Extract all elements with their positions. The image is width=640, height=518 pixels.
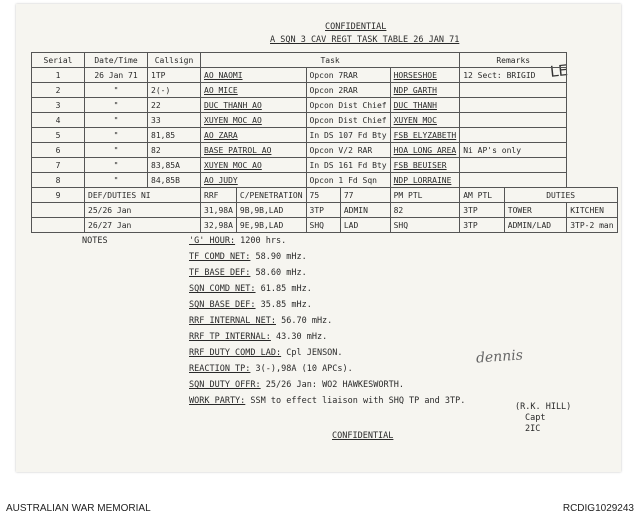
cell-serial: 6	[32, 143, 85, 158]
cell-callsign: 22	[148, 98, 201, 113]
cell-task2: Opcon Dist Chief	[306, 98, 390, 113]
cell-task2: Opcon V/2 RAR	[306, 143, 390, 158]
handwritten-signature: dennis	[475, 347, 524, 367]
note-value: 25/26 Jan: WO2 HAWKESWORTH.	[260, 380, 404, 390]
cell-callsign: 2(-)	[148, 83, 201, 98]
cell-callsign: 81,85	[148, 128, 201, 143]
cell-remarks	[460, 173, 567, 188]
duties-header-b: RRF	[201, 188, 237, 203]
table-header-row	[32, 53, 618, 68]
cell-serial: 8	[32, 173, 85, 188]
note-item	[189, 252, 465, 268]
note-item	[189, 348, 465, 364]
duties-row	[32, 218, 618, 233]
cell-serial: 7	[32, 158, 85, 173]
note-key: RRF INTERNAL NET:	[189, 316, 276, 326]
signatory-appointment: 2IC	[525, 424, 541, 434]
task-table	[31, 52, 618, 233]
duties-cell-e: ADMIN	[340, 203, 390, 218]
duties-header-row	[32, 188, 618, 203]
cell-task1: AO ZARA	[201, 128, 307, 143]
duties-cell-b: 31,98A	[201, 203, 237, 218]
cell-serial: 3	[32, 98, 85, 113]
cell-task3: HORSESHOE	[390, 68, 460, 83]
duties-cell-g: 3TP	[460, 203, 505, 218]
note-item	[189, 284, 465, 300]
note-item	[189, 396, 465, 412]
cell-remarks	[460, 113, 567, 128]
note-key: SQN DUTY OFFR:	[189, 380, 261, 390]
cell-task2: Opcon 2RAR	[306, 83, 390, 98]
cell-serial: 4	[32, 113, 85, 128]
note-key: TF COMD NET:	[189, 252, 251, 262]
confidential-header: CONFIDENTIAL	[325, 22, 387, 32]
cell-task1: DUC THANH AO	[201, 98, 307, 113]
cell-remarks: Ni AP's only	[460, 143, 567, 158]
table-row	[32, 158, 618, 173]
cell-task3: DUC THANH	[390, 98, 460, 113]
cell-task3: XUYEN MOC	[390, 113, 460, 128]
note-item	[189, 316, 465, 332]
cell-date: "	[85, 113, 148, 128]
table-row	[32, 173, 618, 188]
column-header: Remarks	[460, 53, 567, 68]
cell-remarks: 12 Sect: BRIGID	[460, 68, 567, 83]
cell-task3: NDP GARTH	[390, 83, 460, 98]
duties-cell-a: 26/27 Jan	[85, 218, 201, 233]
cell-callsign: 33	[148, 113, 201, 128]
note-key: SQN COMD NET:	[189, 284, 256, 294]
cell-task2: Opcon Dist Chief	[306, 113, 390, 128]
cell-task2: Opcon 1 Fd Sqn	[306, 173, 390, 188]
cell-task2: In DS 161 Fd Bty	[306, 158, 390, 173]
note-item	[189, 380, 465, 396]
cell-task3: FSB ELYZABETH	[390, 128, 460, 143]
cell-serial: 1	[32, 68, 85, 83]
document-title: A SQN 3 CAV REGT TASK TABLE 26 JAN 71	[270, 35, 460, 45]
note-key: REACTION TP:	[189, 364, 251, 374]
duties-cell-g: 3TP	[460, 218, 505, 233]
note-key: TF BASE DEF:	[189, 268, 251, 278]
duties-header-c: C/PENETRATION	[236, 188, 306, 203]
duties-cell-d: 3TP	[306, 203, 340, 218]
cell-callsign: 83,85A	[148, 158, 201, 173]
note-item	[189, 268, 465, 284]
cell-task3: HOA LONG AREA	[390, 143, 460, 158]
cell-blank	[32, 203, 85, 218]
note-key: RRF DUTY COMD LAD:	[189, 348, 282, 358]
confidential-footer: CONFIDENTIAL	[332, 431, 394, 441]
cell-remarks	[460, 128, 567, 143]
column-header: Callsign	[148, 53, 201, 68]
cell-blank	[32, 218, 85, 233]
note-item	[189, 236, 465, 252]
duties-cell-e: LAD	[340, 218, 390, 233]
cell-serial: 2	[32, 83, 85, 98]
note-value: 1200 hrs.	[235, 236, 287, 246]
cell-date: 26 Jan 71	[85, 68, 148, 83]
duties-header-g: AM PTL	[460, 188, 505, 203]
cell-task3: NDP LORRAINE	[390, 173, 460, 188]
note-value: 3(-),98A (10 APCs).	[250, 364, 353, 374]
table-row	[32, 143, 618, 158]
cell-remarks	[460, 158, 567, 173]
document-page	[16, 4, 621, 472]
duties-cell-i: KITCHEN	[567, 203, 617, 218]
archive-source-label: AUSTRALIAN WAR MEMORIAL	[6, 503, 151, 514]
cell-date: "	[85, 173, 148, 188]
cell-remarks	[460, 83, 567, 98]
handwritten-annotation: LE	[549, 61, 569, 81]
cell-remarks	[460, 98, 567, 113]
note-item	[189, 332, 465, 348]
cell-task3: FSB BEUISER	[390, 158, 460, 173]
cell-task1: BASE PATROL AO	[201, 143, 307, 158]
note-item	[189, 364, 465, 380]
table-row	[32, 68, 618, 83]
duties-cell-h: TOWER	[504, 203, 566, 218]
cell-serial: 5	[32, 128, 85, 143]
notes-list	[189, 236, 465, 412]
duties-header-f: PM PTL	[390, 188, 460, 203]
cell-task1: AO JUDY	[201, 173, 307, 188]
cell-task1: XUYEN MOC AO	[201, 158, 307, 173]
note-value: 61.85 mHz.	[255, 284, 312, 294]
cell-date: "	[85, 83, 148, 98]
note-item	[189, 300, 465, 316]
notes-label: NOTES	[82, 236, 108, 246]
note-key: WORK PARTY:	[189, 396, 246, 406]
note-value: 56.70 mHz.	[276, 316, 333, 326]
note-value: 58.90 mHz.	[250, 252, 307, 262]
duties-row	[32, 203, 618, 218]
note-value: Cpl JENSON.	[281, 348, 343, 358]
duties-header-serial: 9	[32, 188, 85, 203]
duties-cell-a: 25/26 Jan	[85, 203, 201, 218]
cell-task1: XUYEN MOC AO	[201, 113, 307, 128]
note-key: RRF TP INTERNAL:	[189, 332, 271, 342]
duties-cell-c: 9E,9B,LAD	[236, 218, 306, 233]
cell-date: "	[85, 98, 148, 113]
cell-date: "	[85, 128, 148, 143]
cell-task1: AO NAOMI	[201, 68, 307, 83]
cell-date: "	[85, 143, 148, 158]
column-header: Date/Time	[85, 53, 148, 68]
note-key: 'G' HOUR:	[189, 236, 236, 246]
table-row	[32, 98, 618, 113]
signatory-name: (R.K. HILL)	[515, 402, 572, 412]
duties-header-a: DEF/DUTIES NI	[85, 188, 201, 203]
table-row	[32, 113, 618, 128]
table-row	[32, 83, 618, 98]
cell-callsign: 82	[148, 143, 201, 158]
duties-header-d: 75	[306, 188, 340, 203]
cell-date: "	[85, 158, 148, 173]
duties-cell-c: 9B,9B,LAD	[236, 203, 306, 218]
duties-cell-i: 3TP-2 man	[567, 218, 617, 233]
cell-callsign: 84,85B	[148, 173, 201, 188]
duties-cell-f: 82	[390, 203, 460, 218]
column-header: Task	[201, 53, 460, 68]
archive-id-label: RCDIG1029243	[562, 503, 634, 514]
cell-callsign: 1TP	[148, 68, 201, 83]
duties-cell-f: SHQ	[390, 218, 460, 233]
duties-header-h: DUTIES	[504, 188, 617, 203]
cell-task2: Opcon 7RAR	[306, 68, 390, 83]
duties-cell-h: ADMIN/LAD	[504, 218, 566, 233]
note-value: 35.85 mHz.	[255, 300, 312, 310]
table-row	[32, 128, 618, 143]
cell-task1: AO MICE	[201, 83, 307, 98]
duties-header-e: 77	[340, 188, 390, 203]
note-key: SQN BASE DEF:	[189, 300, 256, 310]
note-value: 43.30 mHz.	[270, 332, 328, 342]
column-header: Serial	[32, 53, 85, 68]
cell-task2: In DS 107 Fd Bty	[306, 128, 390, 143]
duties-cell-b: 32,98A	[201, 218, 237, 233]
signatory-rank: Capt	[525, 413, 546, 423]
duties-cell-d: SHQ	[306, 218, 340, 233]
note-value: SSM to effect liaison with SHQ TP and 3TP.	[245, 396, 466, 406]
note-value: 58.60 mHz.	[250, 268, 307, 278]
